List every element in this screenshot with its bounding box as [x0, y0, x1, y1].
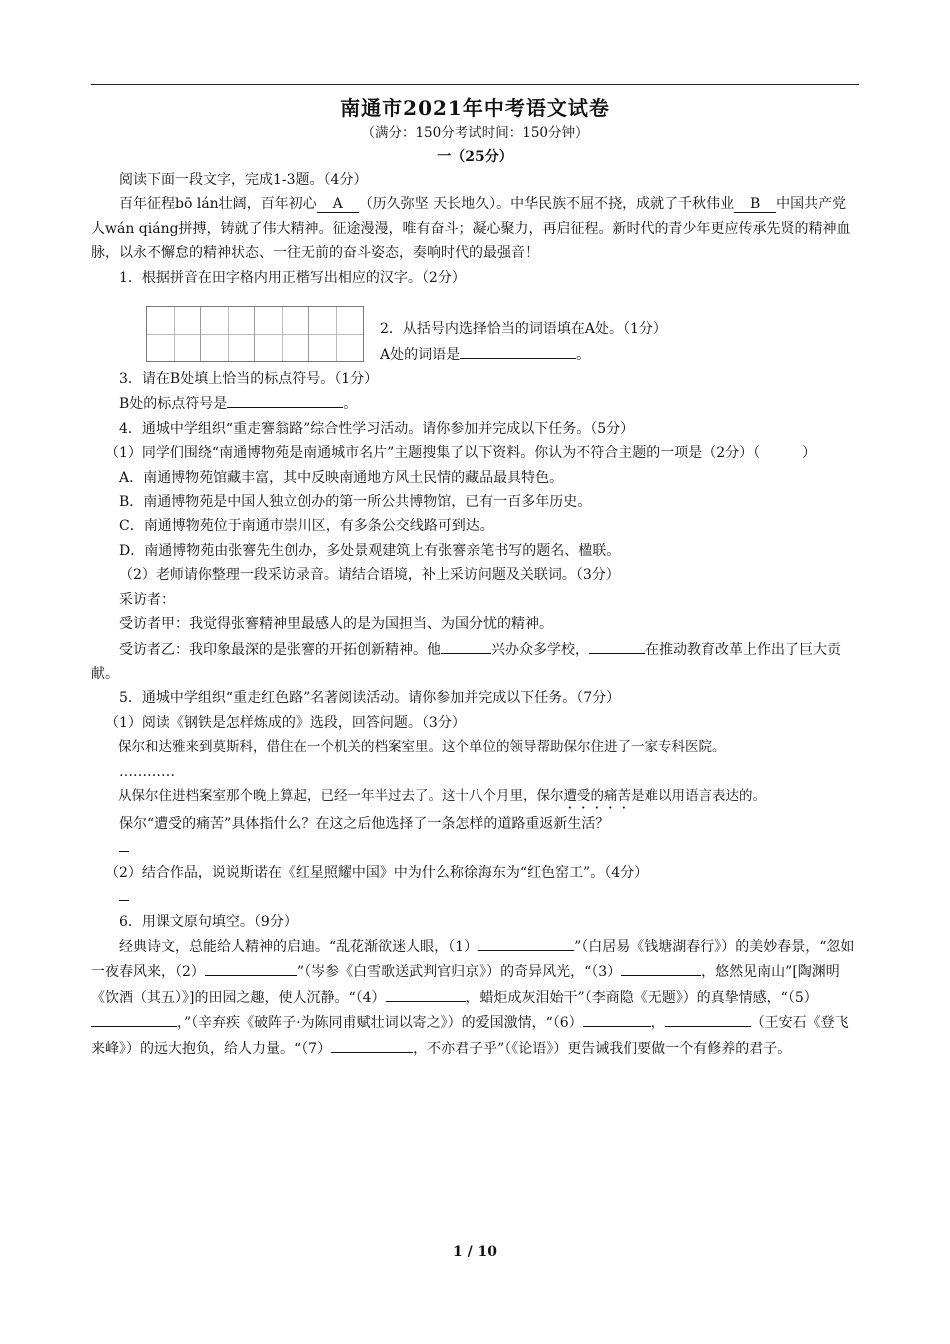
blank-a[interactable]: A: [317, 196, 359, 213]
grid-cell[interactable]: [255, 307, 309, 361]
question-2: 2．从括号内选择恰当的词语填在A处。（1分）: [380, 321, 667, 338]
fill-text-c: ”（岑参《白雪歌送武判官归京》）的奇异风光，“（3）: [296, 964, 622, 981]
emphasized-phrase: 遭受的痛苦: [563, 787, 631, 804]
fill-text-g: ，: [650, 1015, 665, 1032]
fill-blank-4[interactable]: [386, 985, 466, 1002]
question-3: 3．请在B处填上恰当的标点符号。（1分）: [119, 371, 379, 388]
question-3-answer: B处的标点符号是 。: [91, 391, 859, 416]
fill-text-i: ，不亦君子乎”（《论语》）更告诫我们要做一个有修养的君子。: [413, 1040, 792, 1057]
header-rule: [91, 84, 859, 85]
question-1: 1．根据拼音在田字格内用正楷写出相应的汉字。（2分）: [119, 269, 466, 286]
question-3-answer-label: B处的标点符号是: [119, 396, 228, 413]
fill-blank-3[interactable]: [621, 959, 701, 976]
fill-text-f: ，”（辛弃疾《破阵子·为陈同甫赋壮词以寄之》）的爱国激情，“（6）: [177, 1015, 583, 1032]
question-2-block: [380, 317, 667, 367]
question-4-2: （2）老师请你整理一段采访录音。请结合语境，补上采访问题及关联词。（3分）: [119, 567, 620, 584]
answer-line-5-1[interactable]: [91, 836, 859, 860]
excerpt-paragraph-2: [91, 784, 859, 812]
reading-intro: 阅读下面一段文字，完成1-3题。（4分）: [119, 172, 368, 188]
question-5: 5．通城中学组织“重走红色路”名著阅读活动。请你参加并完成以下任务。（7分）: [119, 690, 621, 707]
tianzige-grid[interactable]: [146, 306, 364, 362]
grid-cell[interactable]: [309, 307, 363, 361]
fill-blank-1[interactable]: [478, 934, 574, 951]
excerpt-2-part-2: 是难以用语言表达的。: [631, 787, 766, 804]
section-heading: 一（25分）: [437, 149, 513, 165]
fill-blank-7[interactable]: [331, 1036, 413, 1053]
question-2-answer-label: A处的词语是: [380, 346, 461, 363]
question-5-1-prompt: 保尔“遭受的痛苦”具体指什么？在这之后他选择了一条怎样的道路重返新生活？: [119, 815, 610, 832]
excerpt-ellipsis: …………: [119, 763, 175, 780]
exam-content: [91, 168, 859, 1061]
passage-part-3: 中国共产党人wán qiáng拼搏，铸就了伟大精神。征途漫漫，唯有奋斗；凝心聚力，再启征程。新时代的青少年更应传承先贤的精神血脉，以永不懈怠的精神状态、一往无前的奋斗姿态，奏响时代的最强音！: [91, 196, 851, 262]
fill-blank-6c[interactable]: [665, 1010, 751, 1027]
conjunction-blank-1[interactable]: [441, 637, 491, 654]
excerpt-2-part-1: 从保尔住进档案室那个晚上算起，已经一年半过去了。这十八个月里，保尔: [118, 787, 564, 804]
page-number: 1 / 10: [452, 1244, 498, 1260]
fill-blank-2[interactable]: [205, 959, 297, 976]
fill-blank-5[interactable]: [91, 1010, 177, 1027]
excerpt-paragraph-1: 保尔和达雅来到莫斯科，借住在一个机关的档案室里。这个单位的领导帮助保尔住进了一家专科医院。: [118, 739, 726, 756]
fill-text-d: ，悠然见南山”[陶渊明《饮酒（其五）》]的田园之趣，使人沉静。“（4）: [91, 964, 840, 1006]
interviewee-b-line: [91, 637, 859, 687]
fill-text-b: ”（白居易《钱塘湖春行》）的美妙春景，“忽如一夜春风来，（2）: [91, 938, 855, 981]
poem-fill-paragraph: [91, 934, 859, 1061]
fill-blank-6a[interactable]: [583, 1010, 595, 1027]
interviewee-a-line: 受访者甲：我觉得张謇精神里最感人的是为国担当、为国分忧的精神。: [119, 616, 553, 633]
reading-passage: [91, 192, 859, 265]
question-2-answer: A处的词语是 。: [380, 342, 667, 367]
question-5-2: （2）结合作品，说说斯诺在《红星照耀中国》中为什么称徐海东为“红色窑工”。（4分）: [105, 864, 649, 881]
blank-b[interactable]: B: [734, 196, 776, 213]
answer-line-5-2[interactable]: [91, 885, 859, 909]
interviewee-b-part-2: 兴办众多学校，: [491, 641, 589, 658]
option-c[interactable]: C．南通博物苑位于南通市崇川区，有多条公交线路可到达。: [119, 518, 494, 535]
answer-underline: [119, 890, 129, 901]
fill-text-h: （王安石《登飞来峰》）的远大抱负，给人力量。“（7）: [91, 1015, 849, 1057]
interviewee-b-part-1: 受访者乙：我印象最深的是张謇的开拓创新精神。他: [119, 641, 441, 658]
answer-underline: [119, 841, 129, 852]
passage-part-2: （历久弥坚 天长地久）。中华民族不屈不挠，成就了千秋伟业: [358, 196, 735, 213]
option-b[interactable]: B．南通博物苑是中国人独立创办的第一所公共博物馆，已有一百多年历史。: [119, 494, 592, 511]
conjunction-blank-2[interactable]: [589, 637, 645, 654]
answer-blank-a[interactable]: [460, 342, 576, 359]
interviewer-line: 采访者：: [119, 591, 175, 608]
fill-blank-6b[interactable]: [595, 1010, 651, 1027]
grid-cell[interactable]: [201, 307, 255, 361]
grid-cell[interactable]: [147, 307, 201, 361]
option-a[interactable]: A．南通博物苑馆藏丰富，其中反映南通地方风土民情的藏品最具特色。: [119, 469, 564, 486]
question-5-1: （1）阅读《钢铁是怎样炼成的》选段，回答问题。（3分）: [105, 714, 466, 731]
exam-subtitle: （满分：150分考试时间：150分钟）: [361, 125, 589, 141]
answer-blank-b[interactable]: [227, 391, 343, 408]
exam-title: 南通市2021年中考语文试卷: [340, 96, 610, 120]
question-4-1: （1）同学们围绕“南通博物苑是南通城市名片”主题搜集了以下资料。你认为不符合主题的一项是（2分）（ ）: [105, 445, 817, 462]
passage-part-1: 百年征程bō lán壮阔，百年初心: [119, 196, 317, 213]
interviewee-b-part-3: 在推动教育改革上作出了巨大贡献。: [91, 641, 841, 682]
question-6: 6．用课文原句填空。（9分）: [119, 913, 298, 930]
grid-answer-row: [91, 306, 859, 367]
option-d[interactable]: D．南通博物苑由张謇先生创办，多处景观建筑上有张謇亲笔书写的题名、楹联。: [119, 542, 621, 559]
fill-text-e: ，蜡炬成灰泪始干”（李商隐《无题》）的真挚情感，“（5）: [465, 989, 818, 1006]
fill-text-a: 经典诗文，总能给人精神的启迪。“乱花渐欲迷人眼，（1）: [119, 938, 479, 955]
question-4: 4．通城中学组织“重走謇翁路”综合性学习活动。请你参加并完成以下任务。（5分）: [119, 420, 635, 437]
